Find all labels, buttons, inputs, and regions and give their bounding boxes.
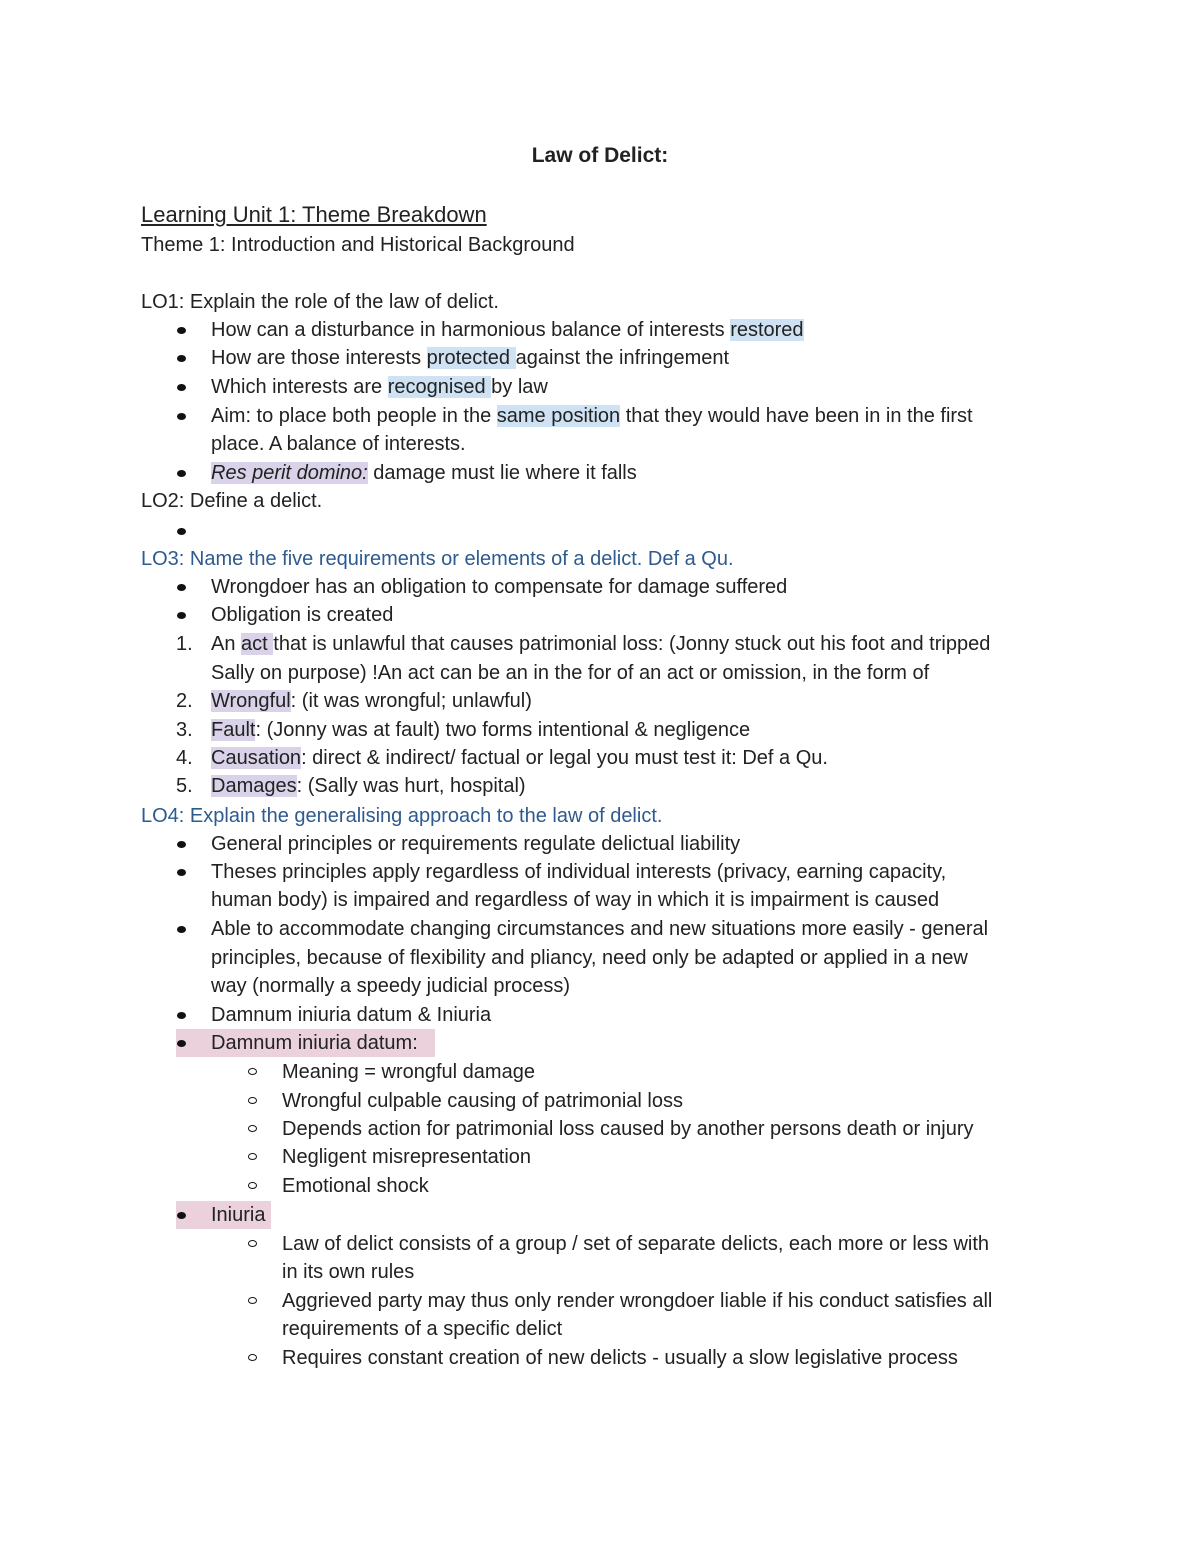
item-number: 5. <box>176 775 193 797</box>
bullet-icon <box>177 355 186 362</box>
circle-bullet-icon <box>248 1240 257 1247</box>
highlight: protected <box>426 347 516 369</box>
lo2-heading: LO2: Define a delict. <box>141 490 323 512</box>
list-item: Res perit domino: damage must lie where it falls <box>0 459 1200 487</box>
lo3-heading: LO3: Name the five requirements or elements of a delict. Def a Qu. <box>141 548 734 570</box>
bullet-icon <box>177 926 186 933</box>
bullet-icon <box>177 1212 186 1219</box>
numbered-item: 4. Causation: direct & indirect/ factual or legal you must test it: Def a Qu. <box>0 744 1200 772</box>
sub-list-item: Law of delict consists of a group / set of separate delicts, each more or less with <box>0 1230 1200 1258</box>
list-item-continuation: way (normally a speedy judicial process) <box>211 975 571 997</box>
list-item-continuation: in its own rules <box>282 1261 415 1283</box>
highlight: Wrongful <box>211 690 291 712</box>
highlight: Damages <box>211 775 297 797</box>
highlight: recognised <box>387 376 492 398</box>
circle-bullet-icon <box>248 1354 257 1361</box>
list-item: General principles or requirements regulate delictual liability <box>0 830 1200 858</box>
item-number: 1. <box>176 633 193 655</box>
sub-list-item: Emotional shock <box>0 1172 1200 1200</box>
bullet-icon <box>177 384 186 391</box>
document-title: Law of Delict: <box>531 144 669 167</box>
list-item-continuation: place. A balance of interests. <box>211 433 466 455</box>
bullet-icon <box>177 869 186 876</box>
bullet-icon <box>177 612 186 619</box>
list-item: Damnum iniuria datum & Iniuria <box>0 1001 1200 1029</box>
lo4-heading: LO4: Explain the generalising approach to the law of delict. <box>141 805 663 827</box>
bullet-icon <box>177 584 186 591</box>
bullet-icon <box>177 528 186 535</box>
highlight: Fault <box>211 719 256 741</box>
sub-list-item: Meaning = wrongful damage <box>0 1058 1200 1086</box>
list-item: Obligation is created <box>0 601 1200 629</box>
list-item-continuation: principles, because of flexibility and pliancy, need only be adapted or applied in a new <box>211 947 968 969</box>
sub-list-item: Requires constant creation of new delicts - usually a slow legislative process <box>0 1344 1200 1372</box>
sub-list-item: Aggrieved party may thus only render wrongdoer liable if his conduct satisfies all <box>0 1287 1200 1315</box>
circle-bullet-icon <box>248 1125 257 1132</box>
circle-bullet-icon <box>248 1068 257 1075</box>
circle-bullet-icon <box>248 1297 257 1304</box>
highlight: same position <box>496 405 621 427</box>
item-number: 3. <box>176 719 193 741</box>
highlight: Causation <box>211 747 302 769</box>
list-item: Aim: to place both people in the same position that they would have been in in the first <box>0 402 1200 430</box>
list-item: Wrongdoer has an obligation to compensate for damage suffered <box>0 573 1200 601</box>
list-item-continuation: requirements of a specific delict <box>282 1318 563 1340</box>
highlight: act <box>241 633 274 655</box>
numbered-item: 2. Wrongful: (it was wrongful; unlawful) <box>0 687 1200 715</box>
circle-bullet-icon <box>248 1182 257 1189</box>
list-item: Damnum iniuria datum: <box>0 1029 1200 1057</box>
theme-heading: Theme 1: Introduction and Historical Background <box>141 234 575 256</box>
list-item: Theses principles apply regardless of individual interests (privacy, earning capacity, <box>0 858 1200 886</box>
highlight: restored <box>730 319 804 341</box>
list-item: Iniuria <box>0 1201 1200 1229</box>
bullet-icon <box>177 841 186 848</box>
bullet-icon <box>177 413 186 420</box>
circle-bullet-icon <box>248 1153 257 1160</box>
circle-bullet-icon <box>248 1097 257 1104</box>
bullet-icon <box>177 327 186 334</box>
bullet-icon <box>177 1012 186 1019</box>
list-item: How are those interests protected against the infringement <box>0 344 1200 372</box>
sub-list-item: Depends action for patrimonial loss caused by another persons death or injury <box>0 1115 1200 1143</box>
item-number: 2. <box>176 690 193 712</box>
list-item: How can a disturbance in harmonious balance of interests restored <box>0 316 1200 344</box>
bullet-icon <box>177 1040 186 1047</box>
list-item-continuation: Sally on purpose) !An act can be an in the for of an act or omission, in the form of <box>211 662 930 684</box>
bullet-icon <box>177 470 186 477</box>
highlight: Res perit domino: <box>211 462 368 484</box>
sub-list-item: Wrongful culpable causing of patrimonial loss <box>0 1087 1200 1115</box>
numbered-item: 5. Damages: (Sally was hurt, hospital) <box>0 772 1200 800</box>
item-number: 4. <box>176 747 193 769</box>
list-item: Able to accommodate changing circumstances and new situations more easily - general <box>0 915 1200 943</box>
numbered-item: 3. Fault: (Jonny was at fault) two forms intentional & negligence <box>0 716 1200 744</box>
sub-list-item: Negligent misrepresentation <box>0 1143 1200 1171</box>
list-item-continuation: human body) is impaired and regardless of way in which it is impairment is caused <box>211 889 940 911</box>
unit-heading: Learning Unit 1: Theme Breakdown <box>141 202 487 227</box>
list-item: Which interests are recognised by law <box>0 373 1200 401</box>
list-item <box>0 517 1200 545</box>
numbered-item: 1. An act that is unlawful that causes patrimonial loss: (Jonny stuck out his foot and tripped <box>0 630 1200 658</box>
lo1-heading: LO1: Explain the role of the law of delict. <box>141 291 499 313</box>
